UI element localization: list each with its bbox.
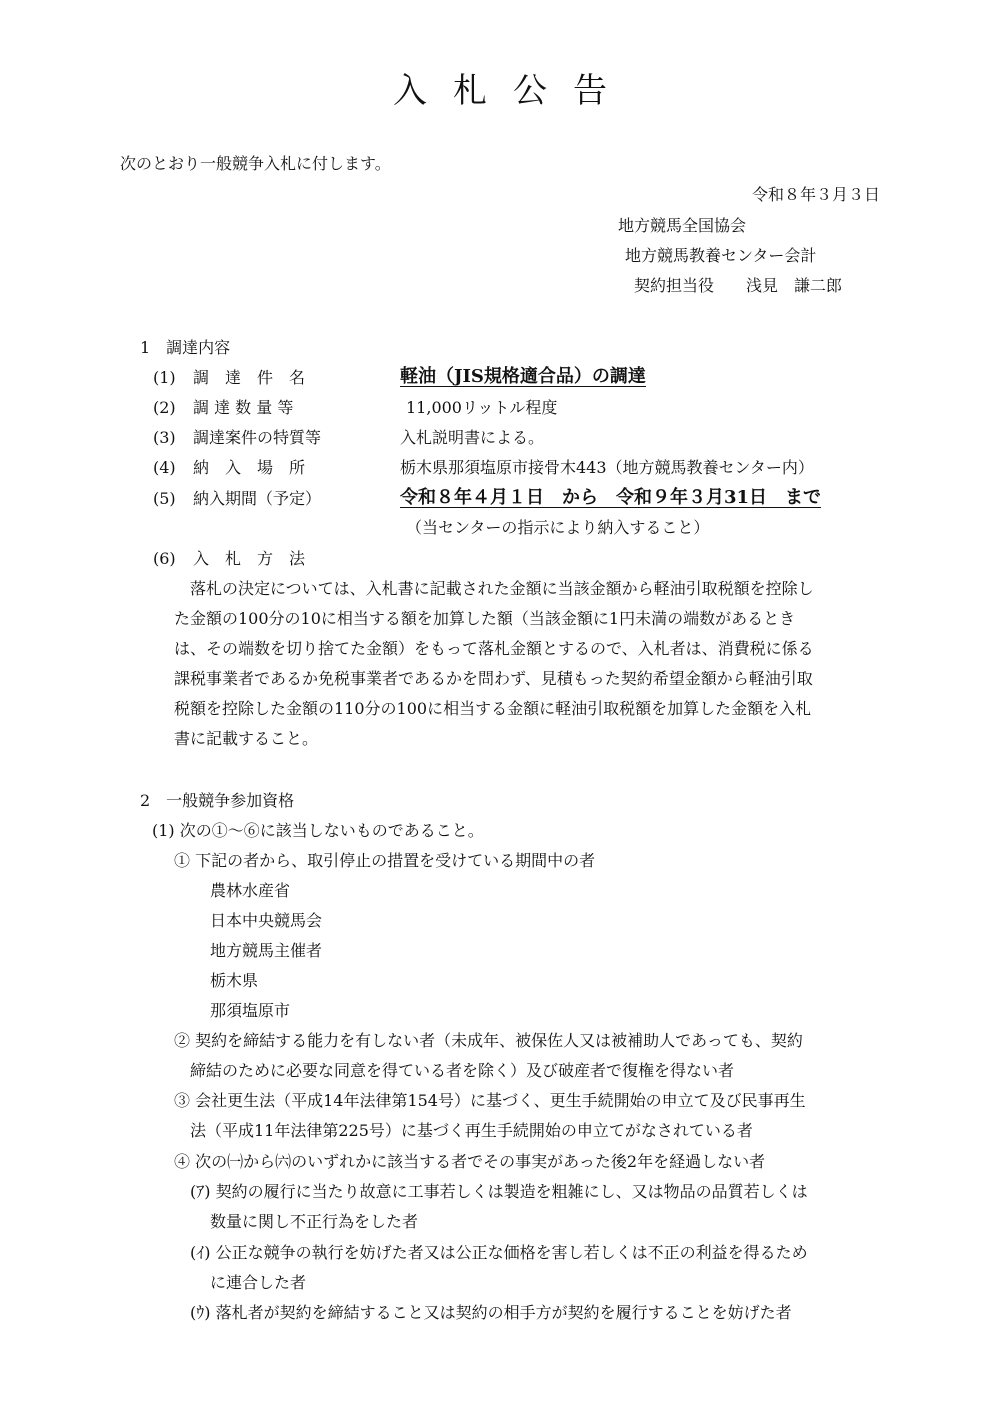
entity-name: 栃木県 [210,971,259,990]
qualification-intro: (1) 次の①～⑥に該当しないものであること。 [152,821,484,840]
procurement-title: 軽油（JIS規格適合品）の調達 [400,366,646,387]
delivery-period-note: （当センターの指示により納入すること） [406,518,710,537]
qualification-item-2: 締結のために必要な同意を得ている者を除く）及び破産者で復権を得ない者 [190,1061,735,1080]
entity-name: 地方競馬主催者 [210,941,323,960]
sub-item-b: (ｲ) 公正な競争の執行を妨げた者又は公正な価格を害し若しくは不正の利益を得るため [190,1243,808,1262]
item-label: 入 札 方 法 [193,549,306,568]
item-number: (4) [153,458,176,477]
item-label: 納 入 場 所 [193,458,306,477]
item-number: (6) [153,549,176,568]
quantity-value: 11,000リットル程度 [406,398,558,417]
delivery-location-value: 栃木県那須塩原市接骨木443（地方競馬教養センター内） [400,458,814,477]
bid-method-line: 税額を控除した金額の110分の100に相当する金額に軽油引取税額を加算した金額を入札 [174,699,812,718]
sub-item-b: に連合した者 [210,1273,307,1292]
sub-item-c: (ｳ) 落札者が契約を締結すること又は契約の相手方が契約を履行することを妨げた者 [190,1303,792,1322]
item-number: (5) [153,489,176,508]
bid-method-line: は、その端数を切り捨てた金額）をもって落札金額とするので、入札者は、消費税に係る [174,639,814,658]
sub-item-a: (ｱ) 契約の履行に当たり故意に工事若しくは製造を粗雑にし、又は物品の品質若しくは [190,1182,808,1201]
issuer-officer: 契約担当役 浅見 謙二郎 [634,276,843,295]
item-number: (2) [153,398,176,417]
qualification-item-2: ② 契約を締結する能力を有しない者（未成年、被保佐人又は被補助人であっても、契約 [174,1031,803,1050]
notice-date: 令和８年３月３日 [751,185,880,204]
bid-method-line: 落札の決定については、入札書に記載された金額に当該金額から軽油引取税額を控除し [190,579,814,598]
item-label: 納入期間（予定） [193,489,322,508]
item-label: 調 達 数 量 等 [193,398,294,417]
delivery-period-value: 令和８年４月１日 から 令和９年３月31日 まで [400,487,822,508]
item-number: (1) [153,368,176,387]
qualification-item-1: ① 下記の者から、取引停止の措置を受けている期間中の者 [174,851,596,870]
issuer-org: 地方競馬全国協会 [618,216,747,235]
page-title: 入札公告 [393,71,633,111]
bid-method-line: 書に記載すること。 [174,729,319,748]
entity-name: 農林水産省 [210,881,291,900]
characteristics-value: 入札説明書による。 [400,428,545,447]
bid-method-line: 課税事業者であるか免税事業者であるかを問わず、見積もった契約希望金額から軽油引取 [174,669,813,688]
qualification-item-4: ④ 次の㈠から㈥のいずれかに該当する者でその事実があった後2年を経過しない者 [174,1152,766,1171]
qualification-item-3: ③ 会社更生法（平成14年法律第154号）に基づく、更生手続開始の申立て及び民事再生 [174,1091,806,1110]
section1-heading: 1 調達内容 [140,338,231,357]
item-number: (3) [153,428,176,447]
item-label: 調 達 件 名 [193,368,306,387]
qualification-item-3: 法（平成11年法律第225号）に基づく再生手続開始の申立てがなされている者 [190,1121,753,1140]
sub-item-a: 数量に関し不正行為をした者 [210,1212,419,1231]
item-label: 調達案件の特質等 [193,428,322,447]
section2-heading: 2 一般競争参加資格 [140,791,295,810]
issuer-dept: 地方競馬教養センター会計 [625,246,817,265]
intro-text: 次のとおり一般競争入札に付します。 [120,154,391,173]
bid-method-line: た金額の100分の10に相当する額を加算した額（当該金額に1円未満の端数があるとき [174,609,796,628]
entity-name: 那須塩原市 [210,1001,291,1020]
entity-name: 日本中央競馬会 [210,911,323,930]
